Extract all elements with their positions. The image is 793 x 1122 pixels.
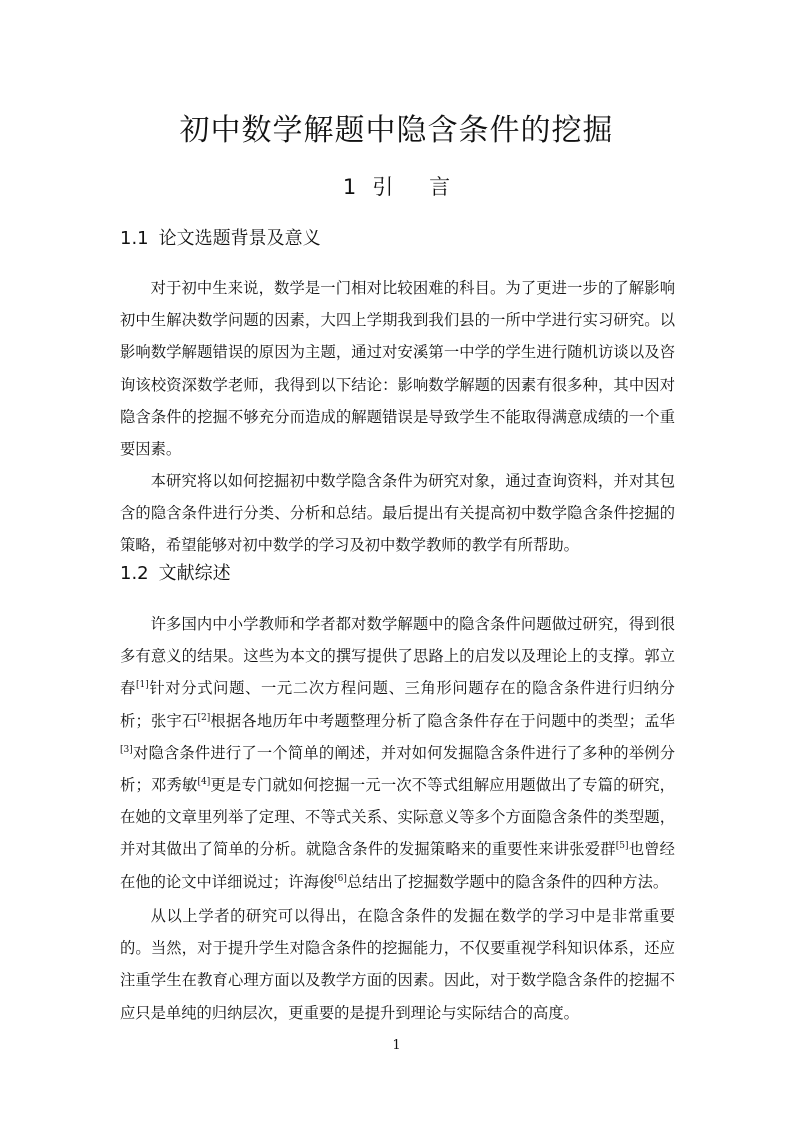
paragraph-text: 总结出了挖掘数学题中的隐含条件的四种方法。 — [346, 872, 669, 891]
paragraph-text: 针对分式问题、一元二次方程问题、三角形问题存在的隐含条件进行归纳分析；张宇石 — [120, 679, 675, 730]
paragraph — [120, 272, 675, 465]
paragraph — [120, 608, 675, 898]
citation-marker: [4] — [197, 777, 211, 788]
citation-marker: [6] — [334, 873, 347, 884]
citation-marker: [5] — [615, 841, 629, 852]
chapter-number: 1 — [342, 175, 357, 199]
section-heading-1-2 — [120, 561, 680, 587]
paragraph-text: 也曾经在他的论文中详细说过；许海俊 — [120, 840, 675, 891]
paragraph-text: 对于初中生来说，数学是一门相对比较困难的科目。为了更进一步的了解影响初中生解决数学问题的因素，大四上学期我到我们县的一所中学进行实习研究。以影响数学解题错误的原因为主题，通过对安溪第一中学的学生进行随机访谈以及咨询该校资深数学老师，我得到以下结论：影响数学解题的因素有很多种，其中因对隐含条件的挖掘不够充分而造成的解题错误是导致学生不能取得满意成绩的一个重要因素。 — [120, 279, 675, 459]
citation-marker: [2] — [197, 712, 211, 723]
paragraph-text: 从以上学者的研究可以得出，在隐含条件的发掘在数学的学习中是非常重要的。当然，对于提升学生对隐含条件的挖掘能力，不仅要重视学科知识体系，还应注重学生在教育心理方面以及教学方面的因素。因此，对于数学隐含条件的挖掘不应只是单纯的归纳层次，更重要的是提升到理论与实际结合的高度。 — [120, 907, 675, 1022]
paragraph-text: 根据各地历年中考题整理分析了隐含条件存在于问题中的类型；孟华 — [210, 711, 675, 730]
citation-marker: [1] — [135, 680, 149, 691]
section-number: 1.1 — [120, 228, 149, 249]
paragraph-text: 更是专门就如何挖掘一元一次不等式组解应用题做出了专篇的研究，在她的文章里列举了定理、不等式关系、实际意义等多个方面隐含条件的类型题，并对其做出了简单的分析。就隐含条件的发掘策略来的重要性来讲张爱群 — [120, 776, 675, 859]
section-title: 论文选题背景及意义 — [158, 228, 321, 249]
page-number: 1 — [392, 1038, 401, 1053]
section-title: 文献综述 — [158, 563, 231, 584]
paragraph — [120, 465, 675, 562]
paragraph-text: 许多国内中小学教师和学者都对数学解题中的隐含条件问题做过研究，得到很多有意义的结果。这些为本文的撰写提供了思路上的启发以及理论上的支撑。郭立春 — [120, 615, 675, 698]
citation-marker: [3] — [120, 744, 133, 755]
paragraph-text: 本研究将以如何挖掘初中数学隐含条件为研究对象，通过查询资料，并对其包含的隐含条件进行分类、分析和总结。最后提出有关提高初中数学隐含条件挖掘的策略，希望能够对初中数学的学习及初中数学教师的教学有所帮助。 — [120, 472, 675, 555]
section-heading-1-1 — [120, 226, 680, 252]
paragraph-text: 对隐含条件进行了一个简单的阐述，并对如何发掘隐含条件进行了多种的举例分析；邓秀敏 — [120, 743, 675, 795]
section-number: 1.2 — [120, 563, 149, 584]
chapter-title: 引言 — [372, 175, 487, 199]
document-title: 初中数学解题中隐含条件的挖掘 — [179, 113, 614, 148]
paragraph — [120, 900, 675, 1029]
chapter-heading — [0, 172, 793, 202]
